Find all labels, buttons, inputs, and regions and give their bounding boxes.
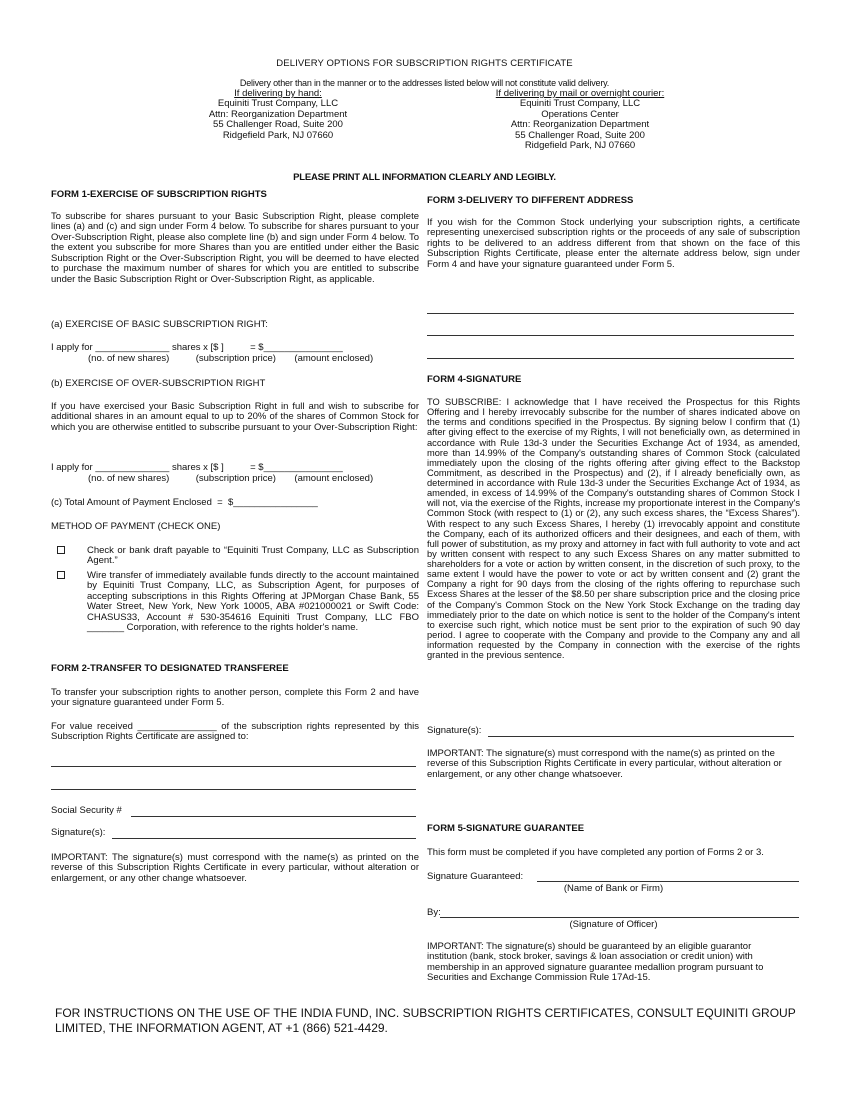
delivery-notice: Delivery other than in the manner or to the addresses listed below will not constitute valid delivery. bbox=[239, 78, 610, 88]
address-line: Attn: Reorganization Department bbox=[208, 108, 348, 120]
hand-delivery-label: If delivering by hand: bbox=[234, 88, 322, 99]
payment-option-wire-text: Wire transfer of immediately available funds directly to the account maintained by Equiniti Trust Company, LLC, as Subscription Agent, for purposes of accepting subscriptions in this Rights Offering at JPMorgan Chase Bank, 55 Water Street, New York, New York 10005, ABA #021000021 or Swift Code: CHASUS33, Account # 530-354616 Equiniti Trust Company, LLC FBO _______ Corporation, with reference to the rights holder's name. bbox=[87, 570, 419, 634]
checkbox-check-payment[interactable] bbox=[57, 546, 65, 554]
basic-apply-line[interactable]: I apply for ______________ shares x [$ ] = $_______________ bbox=[51, 342, 343, 353]
transferee-line-2[interactable] bbox=[51, 789, 416, 790]
alternate-address-line-3[interactable] bbox=[427, 358, 794, 359]
alternate-address-line-2[interactable] bbox=[427, 335, 794, 336]
checkbox-wire-payment[interactable] bbox=[57, 571, 65, 579]
footer-instructions: FOR INSTRUCTIONS ON THE USE OF THE INDIA FUND, INC. SUBSCRIPTION RIGHTS CERTIFICATES, CONSULT EQUINITI GROUP LIMITED, THE INFORMATION AGENT, AT +1 (866) 521-4429. bbox=[55, 1006, 796, 1035]
form2-value-text: For value received _______________ of the subscription rights represented by this Subscription Rights Certificate are assigned to: bbox=[51, 721, 419, 743]
signature-guaranteed-label: Signature Guaranteed: bbox=[427, 871, 524, 882]
officer-caption: (Signature of Officer) bbox=[569, 919, 658, 930]
ssn-label: Social Security # bbox=[51, 805, 122, 816]
form4-signature-label: Signature(s): bbox=[427, 725, 482, 736]
basic-apply-caption: (no. of new shares) (subscription price) (amount enclosed) bbox=[88, 353, 374, 364]
payment-option-wire bbox=[51, 571, 419, 634]
form1-b-text: If you have exercised your Basic Subscription Right in full and wish to subscribe for additional shares in an amount equal to up to 20% of the shares of Common Stock for which you are otherwise entitled to subscribe pursuant to your Over-Subscription Right: bbox=[51, 401, 419, 433]
form1-a-label: (a) EXERCISE OF BASIC SUBSCRIPTION RIGHT: bbox=[51, 319, 268, 330]
officer-signature-field[interactable] bbox=[440, 917, 799, 918]
over-apply-line[interactable]: I apply for ______________ shares x [$ ] = $_______________ bbox=[51, 462, 343, 473]
form4-signature-field[interactable] bbox=[488, 736, 794, 737]
address-line: 55 Challenger Road, Suite 200 bbox=[213, 119, 343, 131]
payment-option-check-text: Check or bank draft payable to “Equiniti Trust Company, LLC as Subscription Agent.” bbox=[87, 545, 419, 567]
address-line: Equiniti Trust Company, LLC bbox=[217, 98, 339, 110]
transferee-line-1[interactable] bbox=[51, 766, 416, 767]
form5-important: IMPORTANT: The signature(s) should be guaranteed by an eligible guarantor institution (bank, stock broker, savings & loan association or credit union) with membership in an approved signature guarantee medallion program pursuant to Securities and Exchange Commission Rule 17Ad-15. bbox=[427, 941, 764, 984]
form5-heading: FORM 5-SIGNATURE GUARANTEE bbox=[427, 823, 585, 834]
mail-delivery-label: If delivering by mail or overnight courier: bbox=[495, 88, 665, 99]
over-apply-caption: (no. of new shares) (subscription price) (amount enclosed) bbox=[88, 473, 374, 484]
address-line: Equiniti Trust Company, LLC bbox=[519, 98, 641, 110]
print-notice: PLEASE PRINT ALL INFORMATION CLEARLY AND LEGIBLY. bbox=[293, 172, 556, 183]
form2-heading: FORM 2-TRANSFER TO DESIGNATED TRANSFEREE bbox=[51, 663, 289, 674]
bank-caption: (Name of Bank or Firm) bbox=[563, 883, 664, 894]
form2-important: IMPORTANT: The signature(s) must correspond with the name(s) as printed on the reverse of this Subscription Rights Certificate in every particular, without alteration or enlargement, or any other change whatsoever. bbox=[51, 852, 419, 884]
ssn-field[interactable] bbox=[131, 816, 416, 817]
address-line: 55 Challenger Road, Suite 200 bbox=[515, 129, 645, 141]
form5-text: This form must be completed if you have completed any portion of Forms 2 or 3. bbox=[427, 847, 764, 858]
form3-heading: FORM 3-DELIVERY TO DIFFERENT ADDRESS bbox=[427, 195, 634, 206]
form4-important: IMPORTANT: The signature(s) must correspond with the name(s) as printed on the reverse of this Subscription Rights Certificate in every particular, without alteration or enlargement, or any other change whatsoever. bbox=[427, 748, 782, 780]
address-line: Ridgefield Park, NJ 07660 bbox=[222, 129, 334, 141]
hand-delivery-address bbox=[178, 89, 378, 141]
form1-heading: FORM 1-EXERCISE OF SUBSCRIPTION RIGHTS bbox=[51, 189, 267, 200]
by-label: By: bbox=[427, 907, 441, 918]
total-payment-line[interactable]: (c) Total Amount of Payment Enclosed = $________________ bbox=[51, 497, 318, 508]
form2-signature-field[interactable] bbox=[112, 838, 416, 839]
mail-delivery-address bbox=[460, 89, 700, 152]
form3-text: If you wish for the Common Stock underlying your subscription rights, a certificate representing unexercised subscription rights or the proceeds of any sale of subscription rights to be delivered to an address different from that shown on the face of this Subscription Rights Certificate, please enter the alternate address below, sign under Form 4 and have your signature guaranteed under Form 5. bbox=[427, 217, 800, 270]
payment-option-check bbox=[51, 546, 419, 567]
form2-intro: To transfer your subscription rights to another person, complete this Form 2 and have your signature guaranteed under Form 5. bbox=[51, 687, 419, 709]
form4-heading: FORM 4-SIGNATURE bbox=[427, 374, 522, 385]
address-line: Operations Center bbox=[541, 108, 619, 120]
address-line: Ridgefield Park, NJ 07660 bbox=[524, 140, 636, 152]
signature-guaranteed-field[interactable] bbox=[537, 881, 799, 882]
method-of-payment-label: METHOD OF PAYMENT (CHECK ONE) bbox=[51, 521, 221, 532]
form1-b-label: (b) EXERCISE OF OVER-SUBSCRIPTION RIGHT bbox=[51, 378, 266, 389]
page-title: DELIVERY OPTIONS FOR SUBSCRIPTION RIGHTS CERTIFICATE bbox=[276, 58, 573, 69]
alternate-address-line-1[interactable] bbox=[427, 313, 794, 314]
form1-intro: To subscribe for shares pursuant to your Basic Subscription Right, please complete lines (a) and (c) and sign under Form 4 below. To subscribe for shares pursuant to your Over-Subscription Right, please also complete line (b) and sign under Form 4 below. To the extent you subscribe for more Shares than you are entitled under either the Basic Subscription Right or the Over-Subscription Right, you will be deemed to have elected to purchase the maximum number of shares for which you are entitled to subscribe under the Basic Subscription Right or Over-Subscription Right, as applicable. bbox=[51, 211, 419, 285]
form2-signature-label: Signature(s): bbox=[51, 827, 106, 838]
address-line: Attn: Reorganization Department bbox=[510, 119, 650, 131]
form4-text: TO SUBSCRIBE: I acknowledge that I have received the Prospectus for this Rights Offering and I hereby irrevocably subscribe for the number of shares indicated above on the terms and conditions specified in the Prospectus. By signing below I confirm that (1) after giving effect to the exercise of my Rights, I will not beneficially own, as determined in accordance with Rule 13d-3 under the Securities Exchange Act of 1934, as amended, more than 14.99% of the Company's outstanding shares of Common Stock (calculated immediately upon the closing of the rights offering after giving effect to the Backstop Commitment, as described in the Prospectus) and (2), if I already beneficially own, as determined in accordance with Rule 13d-3 under the Securities Exchange Act of 1934, as amended, in excess of 14.99% of the Company's outstanding shares of Common Stock I will not, via the exercise of the Rights, increase my proportionate interest in the Company's Common Stock (with respect to (1) or (2), any such excess shares, the “Excess Shares”). With respect to any such Excess Shares, I hereby (1) irrevocably appoint and constitute the Company, each of its authorized officers and their designees, and each of them, with full power of substitution, as my proxy and attorney in fact with full authority to vote and act by written consent with respect to any such Excess Shares on any matter submitted to shareholders for a vote or action by written consent, in the discretion of such proxy, to the same extent I would have the power to vote or act by written consent and (2) grant the Company a right for 90 days from the closing of the rights offering to repurchase such Excess Shares at the lesser of the $8.50 per share subscription price and the closing price of the Company's Common Stock on the New York Stock Exchange on the trading day immediately prior to the date on which notice is sent to the holder of the Company's intent to exercise such right, which notice must be sent prior to the expiration of such 90 day period. I agree to cooperate with the Company and provide to the Company any and all information requested by the Company in connection with the exercise of the rights granted in the previous sentence. bbox=[427, 397, 800, 661]
